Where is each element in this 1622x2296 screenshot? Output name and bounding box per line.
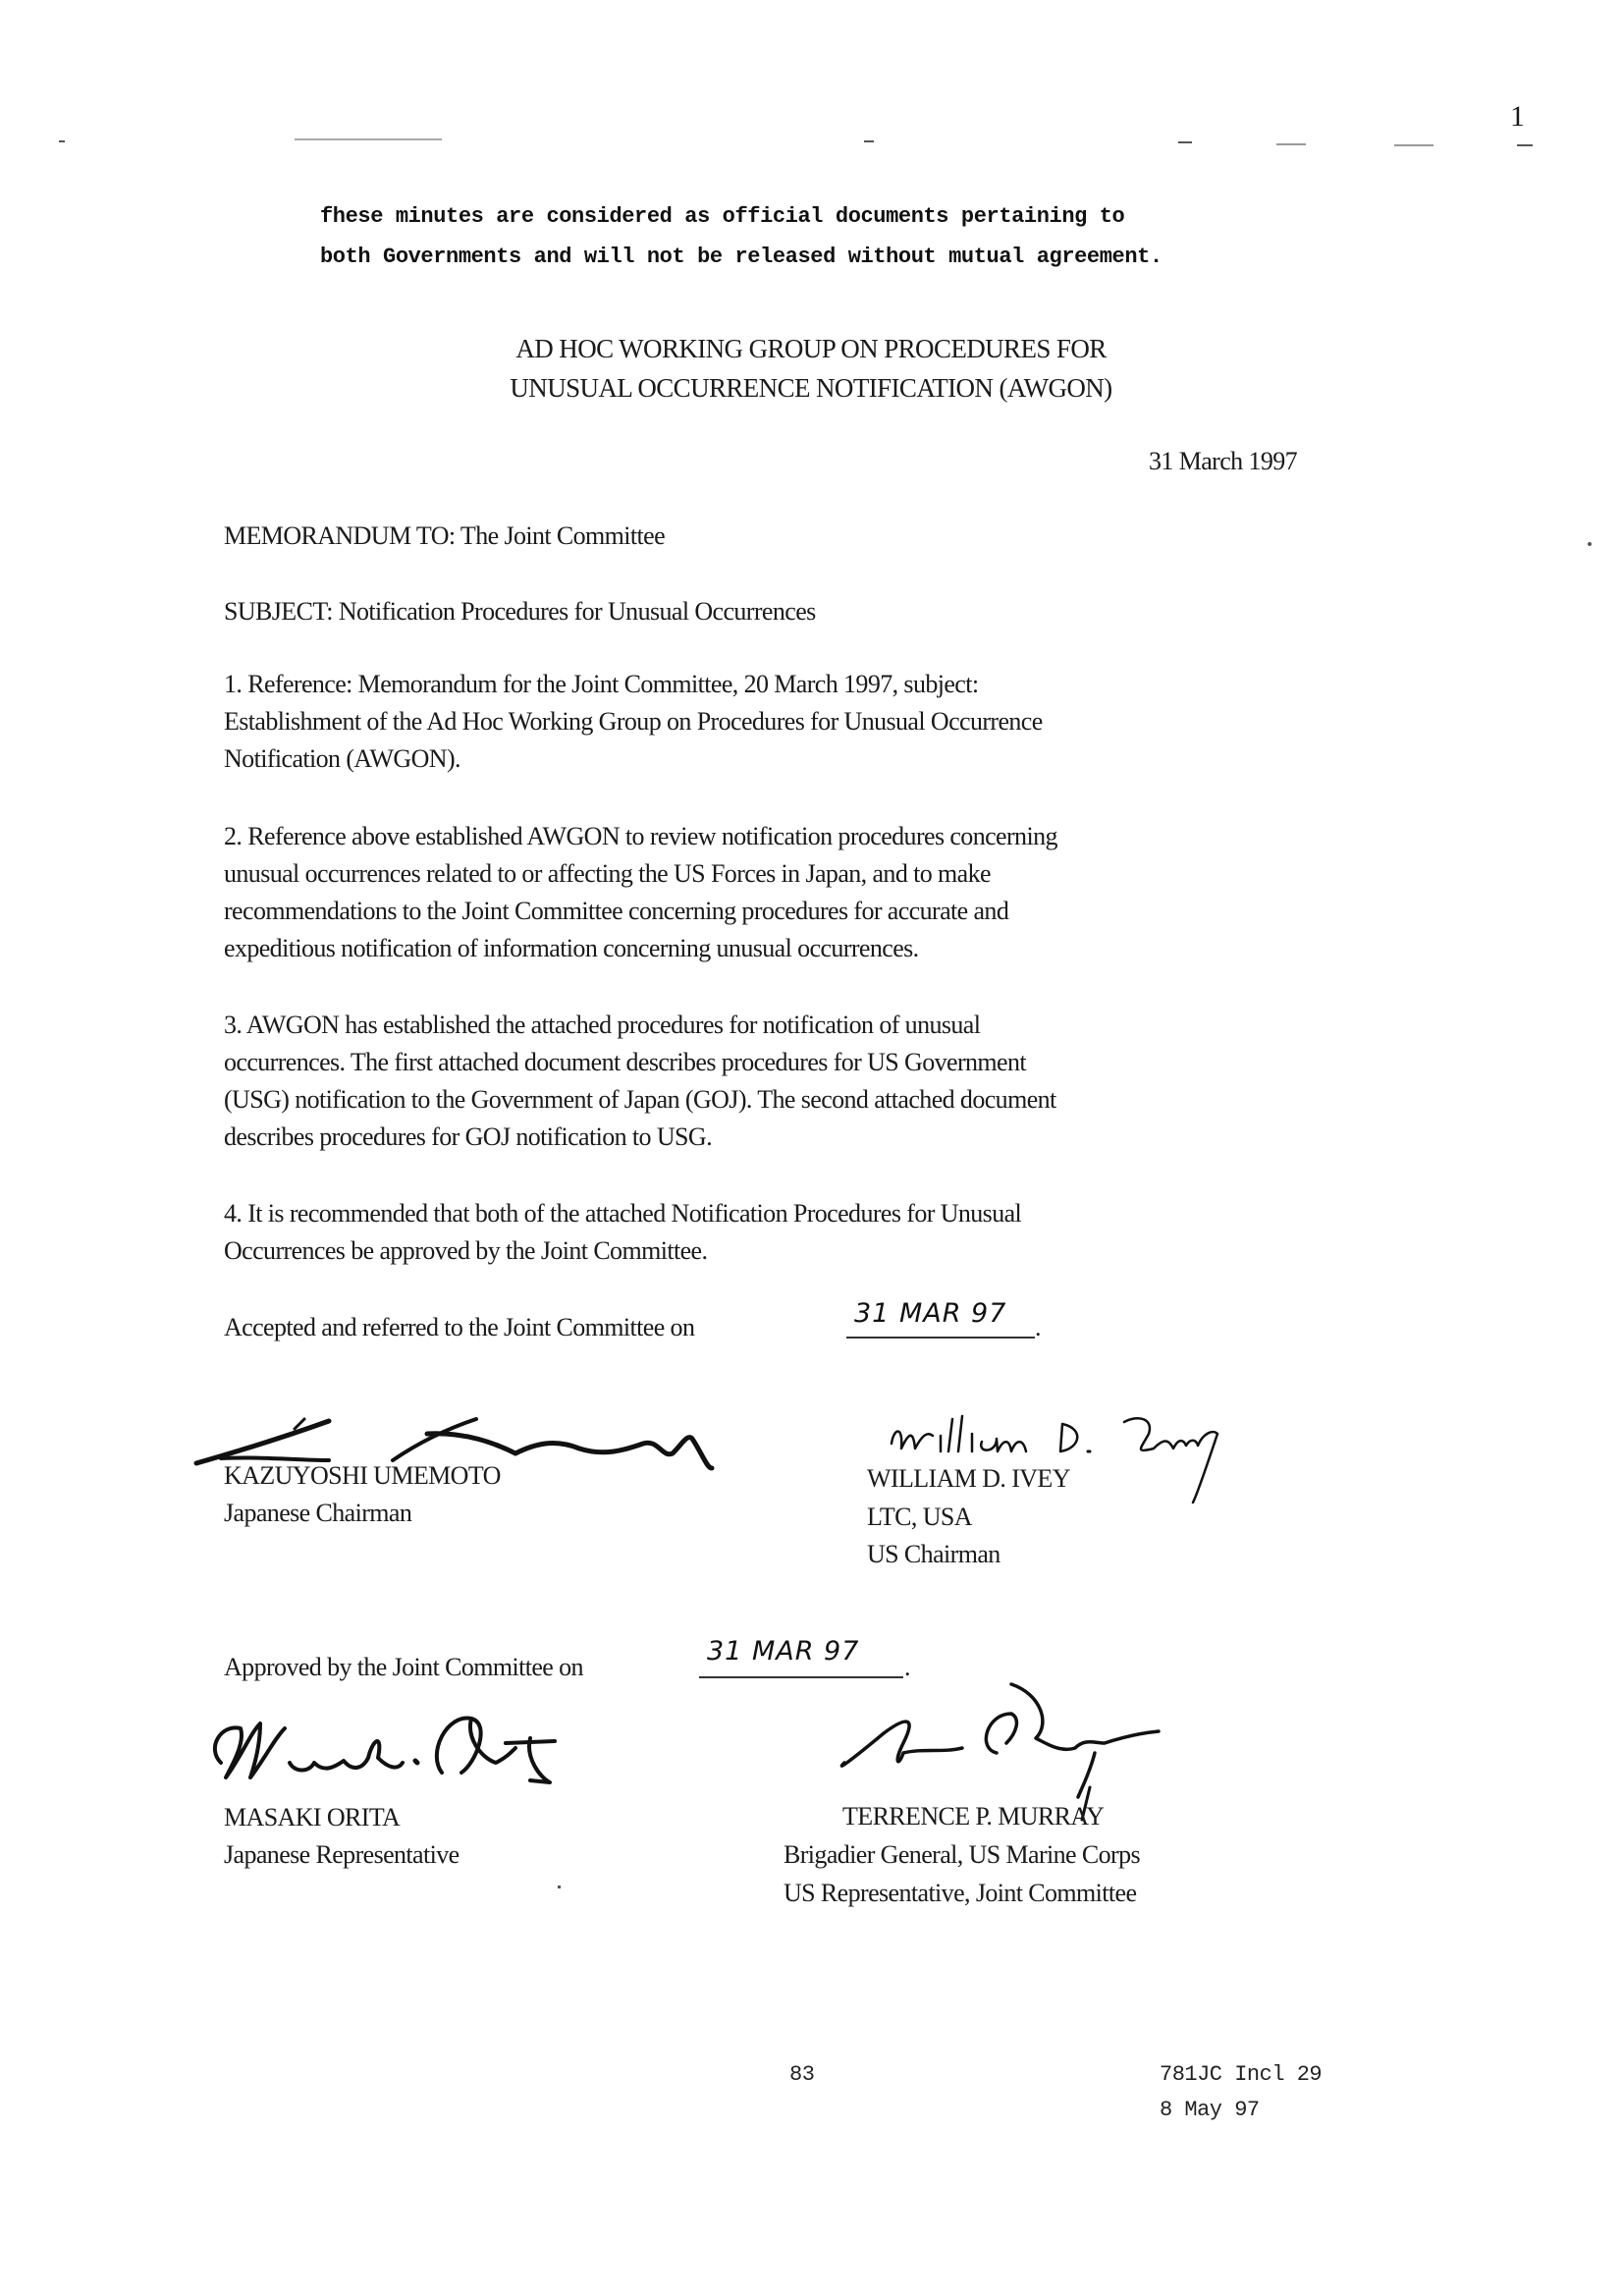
notice-line-1: fhese minutes are considered as official documents pertaining to — [320, 204, 1125, 229]
approved-handwritten-date: 31 MAR 97 — [707, 1636, 860, 1667]
header-line-1: AD HOC WORKING GROUP ON PROCEDURES FOR — [515, 334, 1107, 363]
scan-speck — [295, 138, 442, 140]
accepted-date-underline — [846, 1337, 1035, 1339]
us-representative-rank: Brigadier General, US Marine Corps — [784, 1840, 1140, 1869]
paragraph-1-line: Notification (AWGON). — [224, 744, 460, 773]
paragraph-4-line: 4. It is recommended that both of the attached Notification Procedures for Unusual — [224, 1199, 1022, 1228]
accepted-period: . — [1035, 1313, 1041, 1341]
paragraph-2-line: unusual occurrences related to or affecting the US Forces in Japan, and to make — [224, 859, 991, 888]
japanese-chairman-name: KAZUYOSHI UMEMOTO — [224, 1461, 501, 1490]
scan-speck — [59, 140, 65, 142]
notice-line-2: both Governments and will not be released without mutual agreement. — [320, 245, 1162, 269]
scan-speck — [1517, 144, 1533, 146]
paragraph-2-line: 2. Reference above established AWGON to review notification procedures concerning — [224, 822, 1057, 850]
paragraph-3-line: (USG) notification to the Government of Japan (GOJ). The second attached document — [224, 1085, 1056, 1114]
paragraph-3-line: 3. AWGON has established the attached procedures for notification of unusual — [224, 1011, 981, 1039]
paragraph-1-line: 1. Reference: Memorandum for the Joint Committee, 20 March 1997, subject: — [224, 670, 979, 698]
paragraph-3-line: describes procedures for GOJ notification to USG. — [224, 1122, 712, 1151]
header-line-2: UNUSUAL OCCURRENCE NOTIFICATION (AWGON) — [510, 373, 1112, 403]
scan-speck — [558, 1886, 561, 1888]
footer-reference-date: 8 May 97 — [1160, 2098, 1260, 2122]
page-marker: 1 — [1510, 100, 1525, 133]
footer-reference: 781JC Incl 29 — [1160, 2062, 1323, 2087]
scan-speck — [1276, 143, 1306, 145]
us-chairman-rank: LTC, USA — [867, 1503, 972, 1531]
signature-orita — [201, 1704, 653, 1802]
us-representative-name: TERRENCE P. MURRAY — [842, 1802, 1105, 1831]
footer-page-number: 83 — [789, 2062, 815, 2087]
paragraph-1-line: Establishment of the Ad Hoc Working Group on Procedures for Unusual Occurrence — [224, 707, 1043, 736]
scan-speck — [1588, 542, 1592, 546]
paragraph-3-line: occurrences. The first attached document describes procedures for US Government — [224, 1048, 1027, 1076]
us-chairman-name: WILLIAM D. IVEY — [867, 1464, 1070, 1493]
japanese-chairman-title: Japanese Chairman — [224, 1499, 412, 1527]
scan-speck — [1178, 141, 1192, 143]
approved-label: Approved by the Joint Committee on — [224, 1653, 583, 1681]
paragraph-4-line: Occurrences be approved by the Joint Committee. — [224, 1236, 708, 1265]
japanese-representative-name: MASAKI ORITA — [224, 1803, 401, 1831]
paragraph-2-line: recommendations to the Joint Committee concerning procedures for accurate and — [224, 897, 1009, 925]
scan-speck — [864, 140, 874, 142]
approved-period: . — [904, 1653, 910, 1681]
scan-speck — [1394, 144, 1433, 146]
paragraph-2-line: expeditious notification of information concerning unusual occurrences. — [224, 934, 919, 962]
subject-line: SUBJECT: Notification Procedures for Unusual Occurrences — [224, 597, 816, 626]
us-chairman-title: US Chairman — [867, 1540, 1000, 1568]
memorandum-to: MEMORANDUM TO: The Joint Committee — [224, 521, 666, 550]
memo-date: 31 March 1997 — [1149, 447, 1298, 475]
accepted-handwritten-date: 31 MAR 97 — [854, 1298, 1007, 1329]
us-representative-title: US Representative, Joint Committee — [784, 1879, 1137, 1907]
accepted-label: Accepted and referred to the Joint Committee on — [224, 1313, 695, 1341]
japanese-representative-title: Japanese Representative — [224, 1840, 460, 1869]
